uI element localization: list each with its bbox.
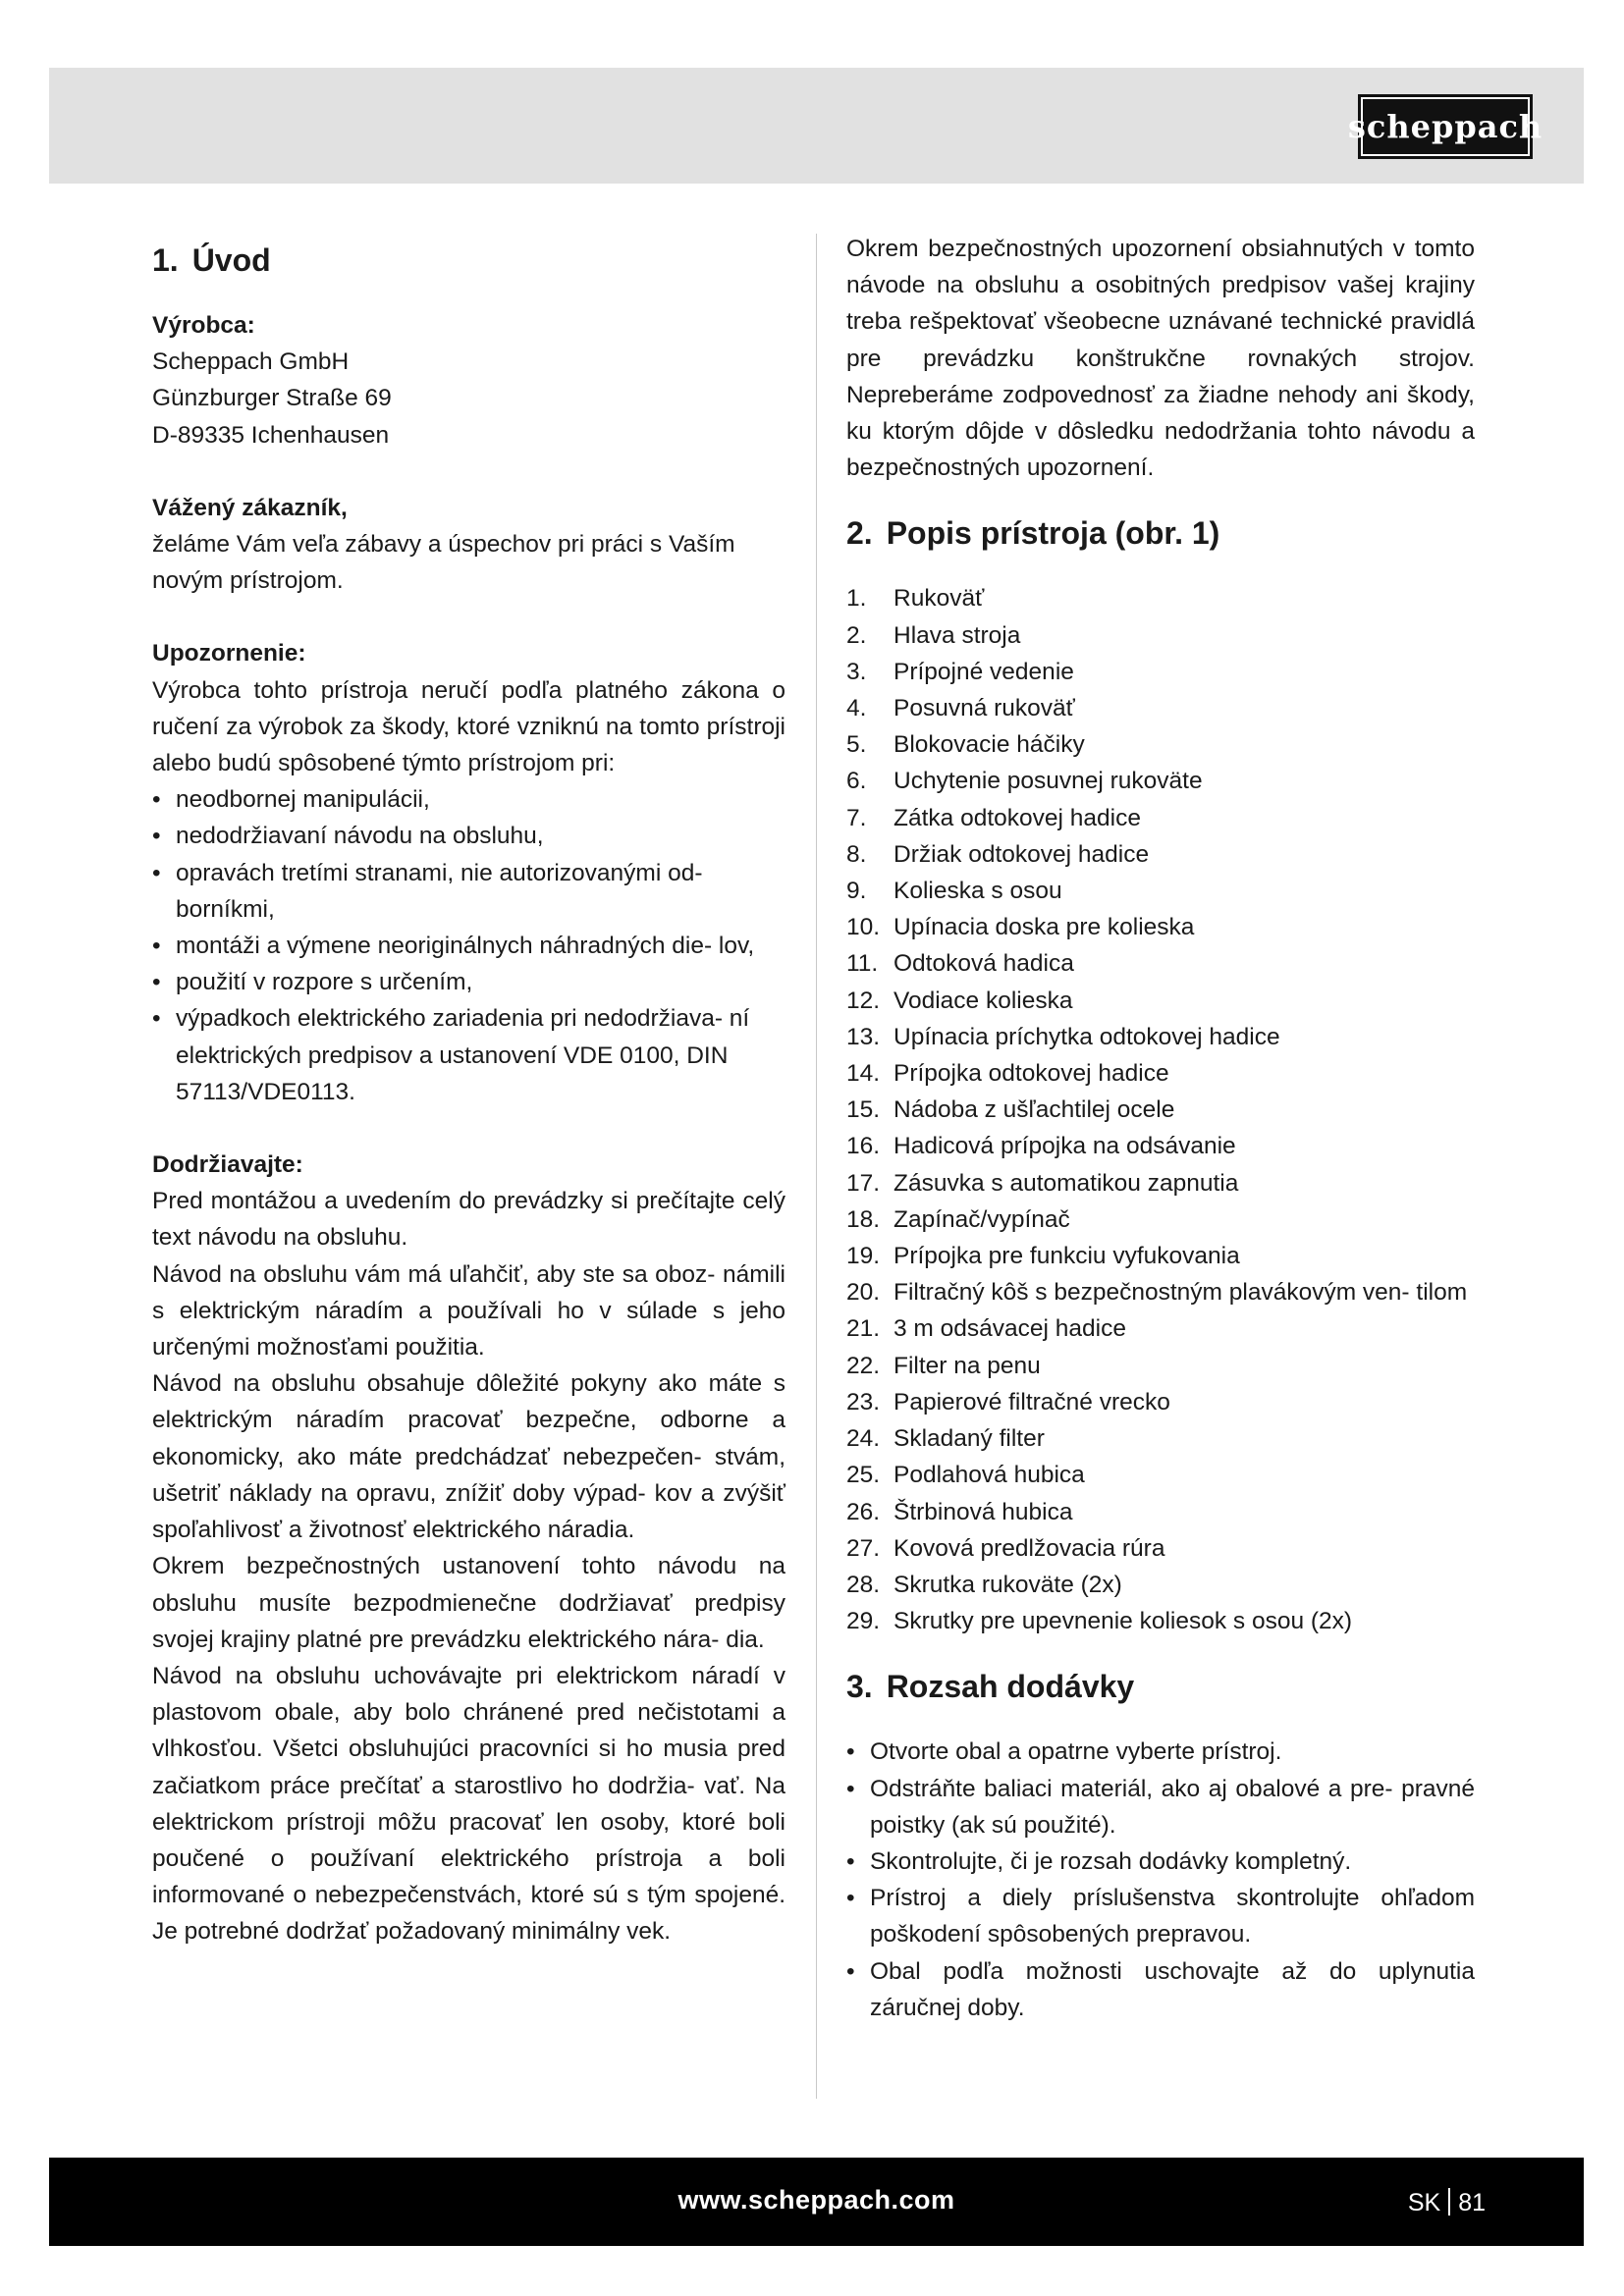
list-item: 14. Prípojka odtokovej hadice	[846, 1060, 1169, 1088]
list-item: 21. 3 m odsávacej hadice	[846, 1315, 1126, 1343]
right-column	[846, 231, 1475, 2026]
manufacturer-label: Výrobca:	[152, 312, 255, 339]
left-column	[152, 231, 785, 1950]
observe-paragraph: Návod na obsluhu vám má uľahčiť, aby ste sa oboz- námili s elektrickým náradím a používali ho v súlade s jeho určenými možnosťami použitia.	[152, 1260, 785, 1362]
intro-paragraph: Okrem bezpečnostných upozornení obsiahnutých v tomto návode na obsluhu a osobitných predpisov vašej krajiny treba rešpektovať všeobecne uznávané technické pravidlá pre prevádzku konštrukčne rovnakých strojov. Nepreberáme zodpovednosť za žiadne nehody ani škody, ku ktorým dôjde v dôsledku nedodržania tohto návodu a bezpečnostných upozornení.	[846, 236, 1475, 482]
observe-paragraph: Pred montážou a uvedením do prevádzky si prečítajte celý text návodu na obsluhu.	[152, 1188, 785, 1252]
page-value: 81	[1458, 2189, 1486, 2216]
list-item: 22. Filter na penu	[846, 1352, 1041, 1379]
list-item: 19. Prípojka pre funkciu vyfukovania	[846, 1243, 1240, 1270]
list-item: • výpadkoch elektrického zariadenia pri nedodržiava- ní elektrických predpisov a ustanovení VDE 0100, DIN 57113/VDE0113.	[152, 1000, 785, 1110]
footer-url[interactable]: www.scheppach.com	[677, 2185, 955, 2215]
list-item: 5. Blokovacie háčiky	[846, 731, 1085, 759]
list-item: 9. Kolieska s osou	[846, 878, 1062, 905]
list-item: • nedodržiavaní návodu na obsluhu,	[152, 818, 785, 854]
observe-label: Dodržiavajte:	[152, 1151, 303, 1179]
notice-text: Výrobca tohto prístroja neručí podľa platného zákona o ručení za výrobok za škody, ktoré vzniknú na tomto prístroji alebo budú spôsobené týmto prístrojom pri:	[152, 676, 785, 777]
list-item: • použití v rozpore s určením,	[152, 964, 785, 1000]
manufacturer-line: Günzburger Straße 69	[152, 385, 392, 412]
header-band	[49, 68, 1584, 184]
customer-label: Vážený zákazník,	[152, 494, 348, 521]
manufacturer-line: Scheppach GmbH	[152, 348, 350, 376]
observe-paragraph: Návod na obsluhu uchovávajte pri elektrickom náradí v plastovom obale, aby bolo chránené pred nečistotami a vlhkosťou. Všetci obsluhujúci pracovníci si ho musia pred začiatkom práce prečítať a starostlivo ho dodržia- vať. Na elektrickom prístroji môžu pracovať len osoby, ktoré boli poučené o používaní elektrického prístroja a boli informované o nebezpečenstvách, ktoré sú s tým spojené. Je potrebné dodržať požadovaný minimálny vek.	[152, 1662, 785, 1946]
list-item: 16. Hadicová prípojka na odsávanie	[846, 1133, 1236, 1160]
page-number	[1408, 2188, 1486, 2217]
observe-paragraph: Návod na obsluhu obsahuje dôležité pokyny ako máte s elektrickým náradím pracovať bezpečne, odborne a ekonomicky, ako máte predchádzať nebezpečen- stvám, ušetriť náklady na opravu, znížiť doby výpad- kov a zvýšiť spoľahlivosť a životnosť elektrického náradia.	[152, 1370, 785, 1544]
list-item: 6. Uchytenie posuvnej rukoväte	[846, 768, 1203, 795]
list-item: 26. Štrbinová hubica	[846, 1498, 1073, 1525]
logo-text: scheppach	[1361, 97, 1530, 156]
list-item: 2. Hlava stroja	[846, 621, 1021, 649]
list-item: 11. Odtoková hadica	[846, 950, 1074, 978]
list-item: 18. Zapínač/vypínač	[846, 1205, 1070, 1233]
column-divider	[816, 234, 817, 2099]
list-item: • Skontrolujte, či je rozsah dodávky kompletný.	[846, 1843, 1475, 1880]
section-2-heading: 2. Popis prístroja (obr. 1)	[846, 515, 1220, 552]
list-item: 17. Zásuvka s automatikou zapnutia	[846, 1169, 1239, 1197]
list-item: • Odstráňte baliaci materiál, ako aj obalové a pre- pravné poistky (ak sú použité).	[846, 1771, 1475, 1843]
list-item: 23. Papierové filtračné vrecko	[846, 1388, 1170, 1415]
observe-paragraph: Okrem bezpečnostných ustanovení tohto návodu na obsluhu musíte bezpodmienečne dodržiavať predpisy svojej krajiny platné pre prevádzku elektrického nára- dia.	[152, 1553, 785, 1653]
language-code: SK	[1407, 2189, 1441, 2216]
manufacturer-line: D-89335 Ichenhausen	[152, 421, 390, 449]
list-item: • opravách tretími stranami, nie autorizovanými od- borníkmi,	[152, 855, 785, 928]
list-item: 13. Upínacia príchytka odtokovej hadice	[846, 1023, 1280, 1050]
notice-list	[152, 781, 785, 1110]
scheppach-logo	[1347, 94, 1543, 159]
section-3-heading: 3. Rozsah dodávky	[846, 1669, 1135, 1705]
list-item: 27. Kovová predlžovacia rúra	[846, 1534, 1165, 1562]
list-item: 20. Filtračný kôš s bezpečnostným plavákovým ven- tilom	[846, 1279, 1468, 1307]
list-item: 24. Skladaný filter	[846, 1425, 1045, 1453]
list-item: 10. Upínacia doska pre kolieska	[846, 914, 1195, 941]
list-item: 8. Držiak odtokovej hadice	[846, 840, 1150, 868]
list-item: 15. Nádoba z ušľachtilej ocele	[846, 1096, 1175, 1124]
customer-text: želáme Vám veľa zábavy a úspechov pri práci s Vaším novým prístrojom.	[152, 531, 735, 595]
list-item: 12. Vodiace kolieska	[846, 987, 1073, 1014]
footer-band	[49, 2158, 1584, 2246]
list-item: • Obal podľa možnosti uschovajte až do uplynutia záručnej doby.	[846, 1953, 1475, 2026]
page-separator	[1448, 2188, 1450, 2216]
list-item: 1. Rukoväť	[846, 585, 985, 613]
notice-label: Upozornenie:	[152, 640, 306, 667]
list-item: 4. Posuvná rukoväť	[846, 695, 1075, 722]
list-item: • Prístroj a diely príslušenstva skontrolujte ohľadom poškodení spôsobených prepravou.	[846, 1880, 1475, 1952]
list-item: • montáži a výmene neoriginálnych náhradných die- lov,	[152, 928, 785, 964]
parts-list	[846, 580, 1475, 1639]
list-item: • Otvorte obal a opatrne vyberte prístroj.	[846, 1734, 1475, 1770]
list-item: • neodbornej manipulácii,	[152, 781, 785, 818]
section-1-heading: 1. Úvod	[152, 242, 271, 278]
delivery-list	[846, 1734, 1475, 2026]
list-item: 29. Skrutky pre upevnenie koliesok s osou (2x)	[846, 1608, 1353, 1635]
list-item: 7. Zátka odtokovej hadice	[846, 804, 1141, 831]
list-item: 28. Skrutka rukoväte (2x)	[846, 1571, 1122, 1598]
list-item: 25. Podlahová hubica	[846, 1462, 1085, 1489]
list-item: 3. Prípojné vedenie	[846, 658, 1074, 685]
